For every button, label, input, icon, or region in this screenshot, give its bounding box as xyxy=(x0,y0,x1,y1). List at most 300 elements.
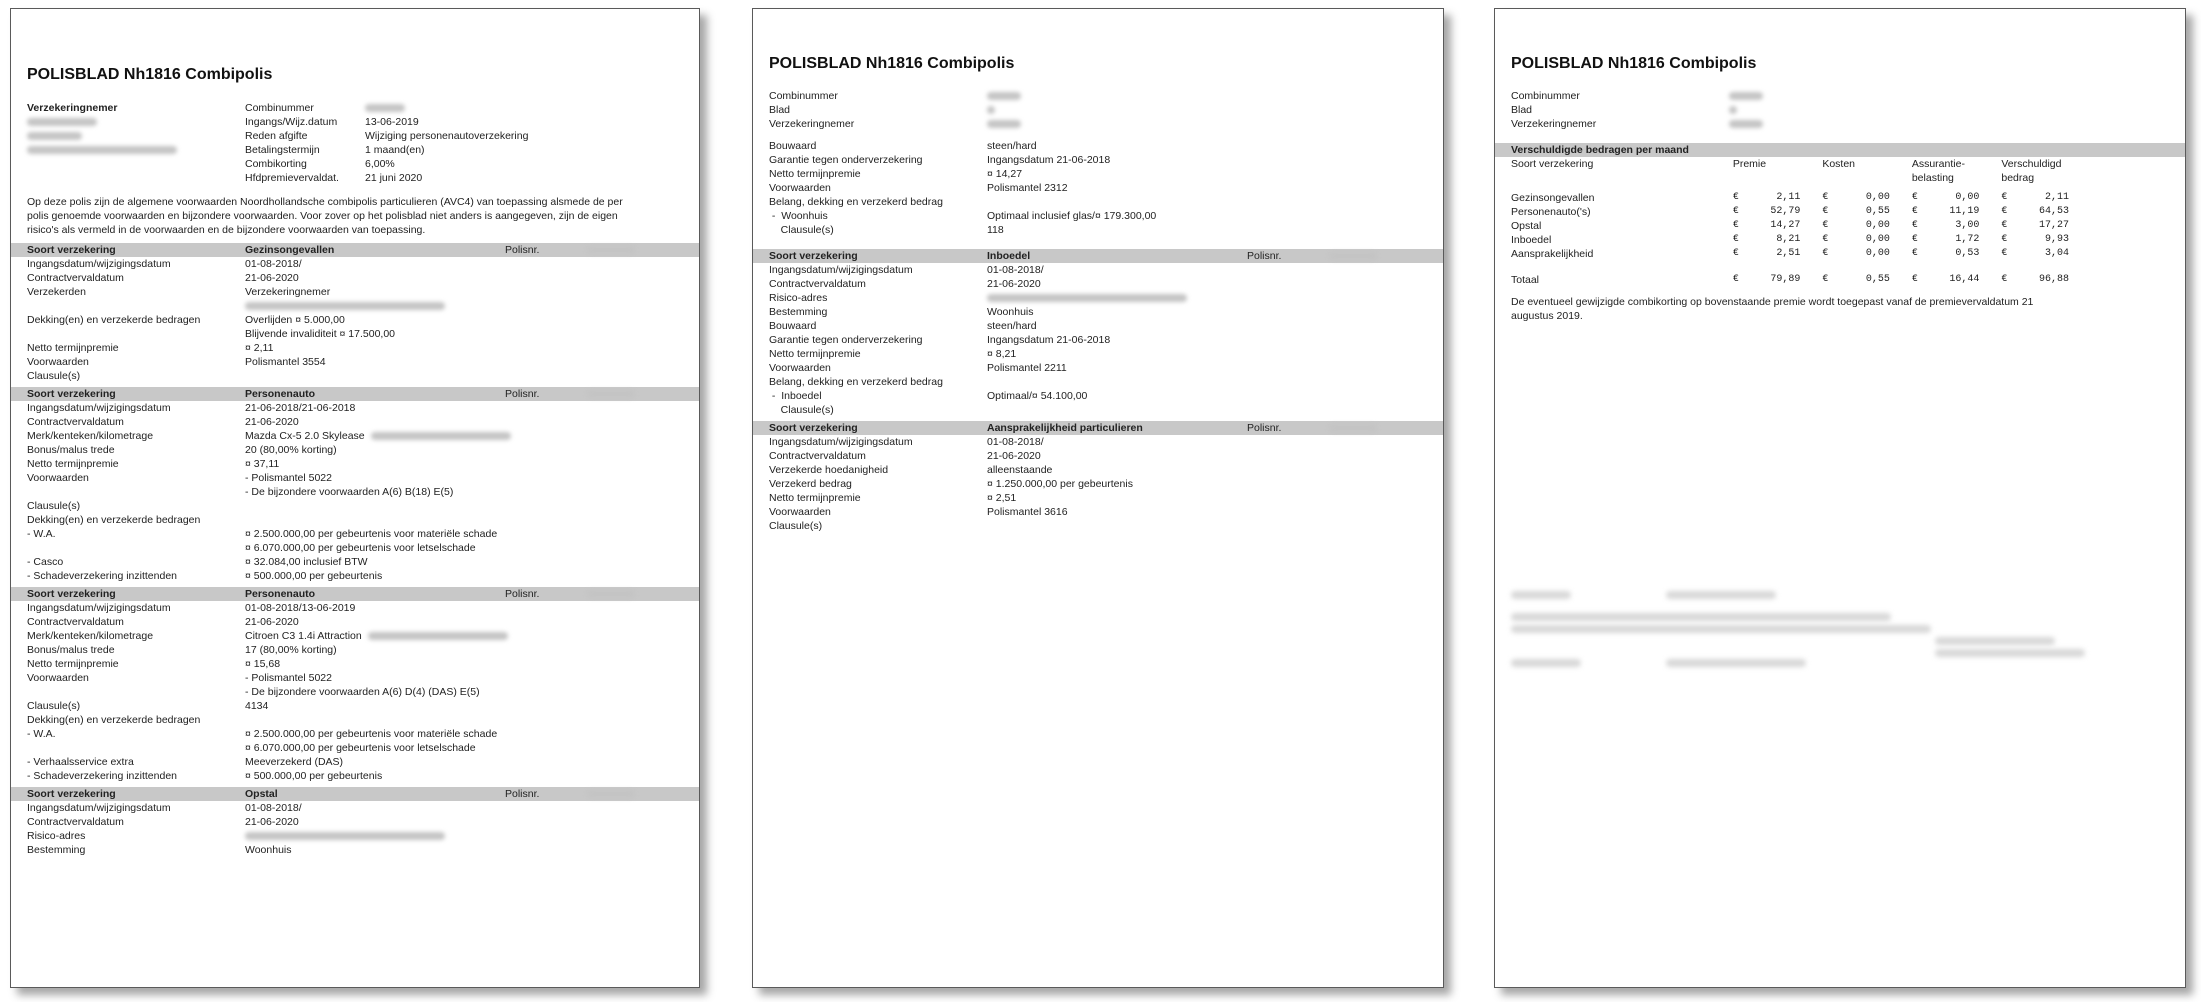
field-label: Blad xyxy=(769,104,791,116)
currency-symbol: € xyxy=(1911,220,1918,231)
section-row xyxy=(769,389,1443,403)
row-label: Netto termijnpremie xyxy=(27,658,119,670)
field-label: Reden afgifte xyxy=(245,130,308,142)
row-category: Totaal xyxy=(1511,274,1540,286)
section-name: Aansprakelijkheid particulieren xyxy=(987,422,1143,434)
row-label: - Inboedel xyxy=(769,390,822,402)
row-label: Contractvervaldatum xyxy=(27,416,124,428)
currency-symbol: € xyxy=(1732,234,1739,245)
section-row xyxy=(769,477,1443,491)
row-value: 21-06-2020 xyxy=(245,816,299,828)
row-value: Meeverzekerd (DAS) xyxy=(245,756,344,768)
amount-bedrag: 9,93 xyxy=(2044,234,2069,245)
row-label: Voorwaarden xyxy=(769,506,831,518)
row-value: 01-08-2018/13-06-2019 xyxy=(245,602,356,614)
amount-kosten: 0,55 xyxy=(1865,206,1890,217)
row-value xyxy=(987,403,1443,417)
redacted-text xyxy=(371,432,511,440)
field-value xyxy=(987,103,1443,117)
row-value: ¤ 8,21 xyxy=(987,348,1017,360)
amount-kosten: 0,00 xyxy=(1865,192,1890,203)
insurance-section xyxy=(27,387,699,583)
section-row xyxy=(769,347,1443,361)
row-label: Voorwaarden xyxy=(769,182,831,194)
row-label: - Casco xyxy=(27,556,64,568)
field-value xyxy=(1729,103,2185,117)
field-label: Combinummer xyxy=(769,90,838,102)
vehicle-text: Mazda Cx-5 2.0 Skylease xyxy=(245,430,365,442)
section-type-label: Soort verzekering xyxy=(27,244,116,256)
row-value: ¤ 500.000,00 per gebeurtenis xyxy=(245,570,383,582)
currency-symbol: € xyxy=(1732,274,1739,285)
redacted-text xyxy=(987,106,995,114)
redacted-text xyxy=(1729,92,1763,100)
section-row xyxy=(27,313,699,327)
row-label: - Woonhuis xyxy=(769,210,828,222)
row-value: Optimaal/¤ 54.100,00 xyxy=(987,390,1088,402)
combikorting-note: De eventueel gewijzigde combikorting op bovenstaande premie wordt toegepast vanaf de premievervaldatum 21 augustus 2019. xyxy=(1511,296,2034,322)
section-row xyxy=(27,401,699,415)
amount-bedrag: 3,04 xyxy=(2044,248,2069,259)
section-row xyxy=(769,167,1443,181)
row-label: Bonus/malus trede xyxy=(27,644,115,656)
section-row xyxy=(769,305,1443,319)
row-value: 21-06-2018/21-06-2018 xyxy=(245,402,356,414)
section-row xyxy=(769,449,1443,463)
section-row xyxy=(27,555,699,569)
section-row xyxy=(27,429,699,443)
field-value xyxy=(365,101,405,115)
table-row xyxy=(1511,219,2091,233)
policy-header xyxy=(27,101,699,857)
section-type-label: Soort verzekering xyxy=(769,422,858,434)
table-row xyxy=(1511,247,2091,261)
header-field xyxy=(769,117,1443,131)
currency-symbol: € xyxy=(2001,274,2008,285)
field-label: Combinummer xyxy=(1511,90,1580,102)
amounts-table xyxy=(1511,157,2091,287)
amount-belasting: 16,44 xyxy=(1949,274,1980,285)
policy-number-label: Polisnr. xyxy=(1247,422,1282,434)
redacted-text xyxy=(587,390,635,398)
section-row xyxy=(27,271,699,285)
row-value: 20 (80,00% korting) xyxy=(245,444,337,456)
header-field xyxy=(769,89,1443,103)
insurance-section xyxy=(27,587,699,783)
redacted-text xyxy=(27,146,177,154)
sections xyxy=(27,243,699,857)
row-label: - W.A. xyxy=(27,528,56,540)
row-label xyxy=(27,299,245,313)
section-row xyxy=(769,223,1443,237)
redacted-text xyxy=(365,104,405,112)
row-value: Woonhuis xyxy=(245,844,292,856)
row-value: - De bijzondere voorwaarden A(6) B(18) E(5) xyxy=(245,486,454,498)
redacted-text xyxy=(1729,106,1737,114)
table-row xyxy=(1511,233,2091,247)
document-page-3 xyxy=(1494,8,2186,988)
redacted-text xyxy=(587,790,635,798)
row-label: Netto termijnpremie xyxy=(769,168,861,180)
section-row xyxy=(27,643,699,657)
amount-premie: 2,11 xyxy=(1776,192,1801,203)
section-row xyxy=(769,519,1443,533)
row-value: 4134 xyxy=(245,700,269,712)
row-label: Contractvervaldatum xyxy=(27,272,124,284)
section-type-label: Soort verzekering xyxy=(27,788,116,800)
currency-symbol: € xyxy=(1911,248,1918,259)
currency-symbol: € xyxy=(1911,234,1918,245)
section-name: Gezinsongevallen xyxy=(245,244,335,256)
section-row xyxy=(27,327,699,341)
row-value: - De bijzondere voorwaarden A(6) D(4) (DAS) E(5) xyxy=(245,686,480,698)
section-row xyxy=(769,491,1443,505)
section-row xyxy=(27,513,699,527)
row-value xyxy=(245,499,699,513)
section-row xyxy=(27,829,699,843)
row-value: Polismantel 2211 xyxy=(987,362,1067,374)
row-label: Belang, dekking en verzekerd bedrag xyxy=(769,376,943,388)
redacted-text xyxy=(245,832,445,840)
row-value: 01-08-2018/ xyxy=(245,802,302,814)
insurance-section xyxy=(27,243,699,383)
section-row xyxy=(27,285,699,299)
section-row xyxy=(27,629,699,643)
row-label: - Schadeverzekering inzittenden xyxy=(27,570,178,582)
row-label: Risico-adres xyxy=(769,292,828,304)
row-value: Polismantel 2312 xyxy=(987,182,1068,194)
section-row xyxy=(27,815,699,829)
header-field xyxy=(245,129,528,143)
section-row xyxy=(27,527,699,541)
section-row xyxy=(27,699,699,713)
section-row xyxy=(27,457,699,471)
row-label: Ingangsdatum/wijzigingsdatum xyxy=(27,602,171,614)
field-value xyxy=(987,89,1443,103)
header-field xyxy=(245,143,528,157)
section-row xyxy=(769,375,1443,389)
section-row xyxy=(27,369,699,383)
field-value: 1 maand(en) xyxy=(365,144,425,156)
row-label xyxy=(27,741,245,755)
row-label xyxy=(27,327,245,341)
row-label: Garantie tegen onderverzekering xyxy=(769,154,923,166)
row-label: Contractvervaldatum xyxy=(769,278,866,290)
row-value: ¤ 15,68 xyxy=(245,658,281,670)
row-label: Merk/kenteken/kilometrage xyxy=(27,630,154,642)
field-value xyxy=(987,117,1443,131)
row-label: Bonus/malus trede xyxy=(27,444,115,456)
row-label: Bouwaard xyxy=(769,320,817,332)
section-row xyxy=(27,713,699,727)
row-label: Contractvervaldatum xyxy=(27,616,124,628)
redacted-text xyxy=(587,246,635,254)
section-header xyxy=(11,387,699,401)
section-row xyxy=(769,209,1443,223)
redacted-text xyxy=(587,590,635,598)
redacted-text xyxy=(368,632,508,640)
section-row xyxy=(769,277,1443,291)
section-row xyxy=(27,569,699,583)
section-row xyxy=(769,319,1443,333)
section-header xyxy=(11,243,699,257)
section-type-label: Soort verzekering xyxy=(27,588,116,600)
row-label: Belang, dekking en verzekerd bedrag xyxy=(769,196,943,208)
currency-symbol: € xyxy=(1732,220,1739,231)
section-row xyxy=(27,471,699,485)
row-value: - Polismantel 5022 xyxy=(245,472,332,484)
section-row xyxy=(769,291,1443,305)
amount-belasting: 11,19 xyxy=(1949,206,1980,217)
amounts-section-header: Verschuldigde bedragen per maand xyxy=(1495,143,2185,157)
row-label: Clausule(s) xyxy=(769,520,823,532)
policy-number-label: Polisnr. xyxy=(505,588,540,600)
row-label: Clausule(s) xyxy=(27,500,81,512)
redacted-text xyxy=(27,132,82,140)
row-value xyxy=(987,195,1443,209)
row-label: Ingangsdatum/wijzigingsdatum xyxy=(27,258,171,270)
currency-symbol: € xyxy=(1822,248,1829,259)
row-label: Contractvervaldatum xyxy=(27,816,124,828)
row-category: Personenauto('s) xyxy=(1511,206,1591,218)
section-row xyxy=(27,485,699,499)
section-header xyxy=(753,249,1443,263)
section-row xyxy=(769,333,1443,347)
section-row xyxy=(27,415,699,429)
currency-symbol: € xyxy=(1911,274,1918,285)
amount-bedrag: 2,11 xyxy=(2044,192,2069,203)
currency-symbol: € xyxy=(1911,206,1918,217)
row-value: 21-06-2020 xyxy=(245,272,299,284)
currency-symbol: € xyxy=(1822,192,1829,203)
header-field xyxy=(245,101,528,115)
header-field xyxy=(245,171,528,185)
field-label: Verzekeringnemer xyxy=(1511,118,1597,130)
page-header-fields xyxy=(769,89,1443,131)
row-value: 21-06-2020 xyxy=(987,450,1041,462)
policy-number-label: Polisnr. xyxy=(505,244,540,256)
section-row xyxy=(769,403,1443,417)
row-value xyxy=(245,299,699,313)
redacted-text xyxy=(987,120,1021,128)
row-label: Verzekerden xyxy=(27,286,86,298)
header-field xyxy=(1511,117,2185,131)
row-label: - Verhaalsservice extra xyxy=(27,756,134,768)
currency-symbol: € xyxy=(2001,192,2008,203)
redacted-text xyxy=(987,294,1187,302)
row-value: Ingangsdatum 21-06-2018 xyxy=(987,334,1111,346)
row-value xyxy=(245,713,699,727)
row-category: Aansprakelijkheid xyxy=(1511,248,1594,260)
row-label xyxy=(27,541,245,555)
row-value: Polismantel 3616 xyxy=(987,506,1068,518)
insurance-section xyxy=(769,421,1443,533)
redacted-text xyxy=(1329,252,1377,260)
row-value: ¤ 37,11 xyxy=(245,458,280,470)
currency-symbol: € xyxy=(1732,206,1739,217)
row-value xyxy=(245,429,699,443)
section-row xyxy=(27,741,699,755)
row-label xyxy=(27,485,245,499)
sections xyxy=(769,249,1443,533)
currency-symbol: € xyxy=(1732,248,1739,259)
section-name: Personenauto xyxy=(245,588,316,600)
row-value: steen/hard xyxy=(987,140,1037,152)
currency-symbol: € xyxy=(1822,274,1829,285)
row-value: 21-06-2020 xyxy=(245,616,299,628)
section-row xyxy=(769,153,1443,167)
amount-bedrag: 64,53 xyxy=(2038,206,2069,217)
header-field xyxy=(769,103,1443,117)
row-label: Ingangsdatum/wijzigingsdatum xyxy=(27,802,171,814)
row-label: Voorwaarden xyxy=(27,356,89,368)
section-row xyxy=(769,263,1443,277)
header-field xyxy=(245,115,528,129)
section-row xyxy=(27,685,699,699)
amount-premie: 52,79 xyxy=(1770,206,1801,217)
row-label: Verzekerd bedrag xyxy=(769,478,852,490)
row-value: Overlijden ¤ 5.000,00 xyxy=(245,314,345,326)
row-value: 21-06-2020 xyxy=(987,278,1041,290)
row-value: ¤ 2,11 xyxy=(245,342,274,354)
row-value: ¤ 32.084,00 inclusief BTW xyxy=(245,556,368,568)
row-label: Netto termijnpremie xyxy=(769,348,861,360)
header-field xyxy=(1511,103,2185,117)
row-label xyxy=(27,685,245,699)
section-row xyxy=(769,139,1443,153)
row-value xyxy=(245,829,699,843)
section-row xyxy=(769,463,1443,477)
section-header xyxy=(11,587,699,601)
section-row xyxy=(769,195,1443,209)
row-label: Clausule(s) xyxy=(27,370,81,382)
total-row xyxy=(1511,273,2091,287)
currency-symbol: € xyxy=(2001,234,2008,245)
header-fields xyxy=(245,101,528,185)
redacted-text xyxy=(1729,120,1763,128)
row-label: Ingangsdatum/wijzigingsdatum xyxy=(27,402,171,414)
table-row xyxy=(1511,191,2091,205)
row-value: Ingangsdatum 21-06-2018 xyxy=(987,154,1111,166)
row-label: Risico-adres xyxy=(27,830,86,842)
currency-symbol: € xyxy=(1732,192,1739,203)
row-label: Verzekerde hoedanigheid xyxy=(769,464,889,476)
row-value: steen/hard xyxy=(987,320,1037,332)
section-header xyxy=(11,787,699,801)
section-type-label: Soort verzekering xyxy=(27,388,116,400)
currency-symbol: € xyxy=(1911,192,1918,203)
table-row xyxy=(1511,205,2091,219)
row-value: 21-06-2020 xyxy=(245,416,299,428)
row-label: Clausule(s) xyxy=(27,700,81,712)
field-value: 6,00% xyxy=(365,158,395,170)
row-value: ¤ 6.070.000,00 per gebeurtenis voor letselschade xyxy=(245,542,476,554)
field-value xyxy=(1729,89,2185,103)
row-value: Woonhuis xyxy=(987,306,1034,318)
row-label: Bouwaard xyxy=(769,140,817,152)
field-label: Ingangs/Wijz.datum xyxy=(245,116,338,128)
currency-symbol: € xyxy=(2001,248,2008,259)
redacted-text xyxy=(987,92,1021,100)
amount-belasting: 3,00 xyxy=(1955,220,1980,231)
page-header-fields xyxy=(1511,89,2185,131)
section-name: Personenauto xyxy=(245,388,316,400)
row-value: Verzekeringnemer xyxy=(245,286,331,298)
policyholder-label: Verzekeringnemer xyxy=(27,102,118,114)
row-value: 01-08-2018/ xyxy=(245,258,302,270)
section-row xyxy=(27,657,699,671)
amount-kosten: 0,00 xyxy=(1865,234,1890,245)
row-label: Ingangsdatum/wijzigingsdatum xyxy=(769,436,913,448)
row-label: Netto termijnpremie xyxy=(27,342,119,354)
row-value: 17 (80,00% korting) xyxy=(245,644,337,656)
redacted-text xyxy=(27,118,97,126)
field-label: Betalingstermijn xyxy=(245,144,320,156)
row-value xyxy=(987,519,1443,533)
row-value: ¤ 500.000,00 per gebeurtenis xyxy=(245,770,383,782)
row-value: ¤ 6.070.000,00 per gebeurtenis voor letselschade xyxy=(245,742,476,754)
section-row xyxy=(27,769,699,783)
insurance-section xyxy=(769,249,1443,417)
row-label: Voorwaarden xyxy=(769,362,831,374)
amount-belasting: 0,53 xyxy=(1955,248,1980,259)
row-label: Netto termijnpremie xyxy=(769,492,861,504)
page-title: POLISBLAD Nh1816 Combipolis xyxy=(27,66,273,83)
field-value xyxy=(1729,117,2185,131)
row-label: Clausule(s) xyxy=(769,404,834,416)
amount-premie: 2,51 xyxy=(1776,248,1801,259)
row-value: 01-08-2018/ xyxy=(987,264,1044,276)
section-row xyxy=(27,755,699,769)
row-value xyxy=(245,369,699,383)
row-value: ¤ 2.500.000,00 per gebeurtenis voor materiële schade xyxy=(245,728,498,740)
row-value: ¤ 2.500.000,00 per gebeurtenis voor materiële schade xyxy=(245,528,498,540)
header-field xyxy=(245,157,528,171)
amount-bedrag: 17,27 xyxy=(2038,220,2069,231)
row-label: Bestemming xyxy=(769,306,828,318)
amount-kosten: 0,00 xyxy=(1865,248,1890,259)
currency-symbol: € xyxy=(1822,234,1829,245)
redacted-text xyxy=(245,302,445,310)
section-type-label: Soort verzekering xyxy=(769,250,858,262)
row-category: Gezinsongevallen xyxy=(1511,192,1595,204)
section-row xyxy=(27,299,699,313)
row-label: Ingangsdatum/wijzigingsdatum xyxy=(769,264,913,276)
field-label: Blad xyxy=(1511,104,1533,116)
row-label: Clausule(s) xyxy=(769,224,834,236)
row-value: Blijvende invaliditeit ¤ 17.500,00 xyxy=(245,328,396,340)
policy-number-label: Polisnr. xyxy=(505,788,540,800)
redacted-text xyxy=(1329,424,1377,432)
field-label: Hfdpremievervaldat. xyxy=(245,172,339,184)
section-row xyxy=(769,181,1443,195)
document-page-1 xyxy=(10,8,700,988)
row-label: Contractvervaldatum xyxy=(769,450,866,462)
section-row xyxy=(769,435,1443,449)
page-title: POLISBLAD Nh1816 Combipolis xyxy=(1511,55,1757,72)
field-label: Verzekeringnemer xyxy=(769,118,855,130)
row-label: - W.A. xyxy=(27,728,56,740)
section-name: Inboedel xyxy=(987,250,1031,262)
section-row xyxy=(27,499,699,513)
section-header xyxy=(753,421,1443,435)
row-value: - Polismantel 5022 xyxy=(245,672,332,684)
section-row xyxy=(27,727,699,741)
row-value: ¤ 1.250.000,00 per gebeurtenis xyxy=(987,478,1133,490)
section-row xyxy=(27,257,699,271)
row-value: ¤ 14,27 xyxy=(987,168,1023,180)
currency-symbol: € xyxy=(1822,206,1829,217)
